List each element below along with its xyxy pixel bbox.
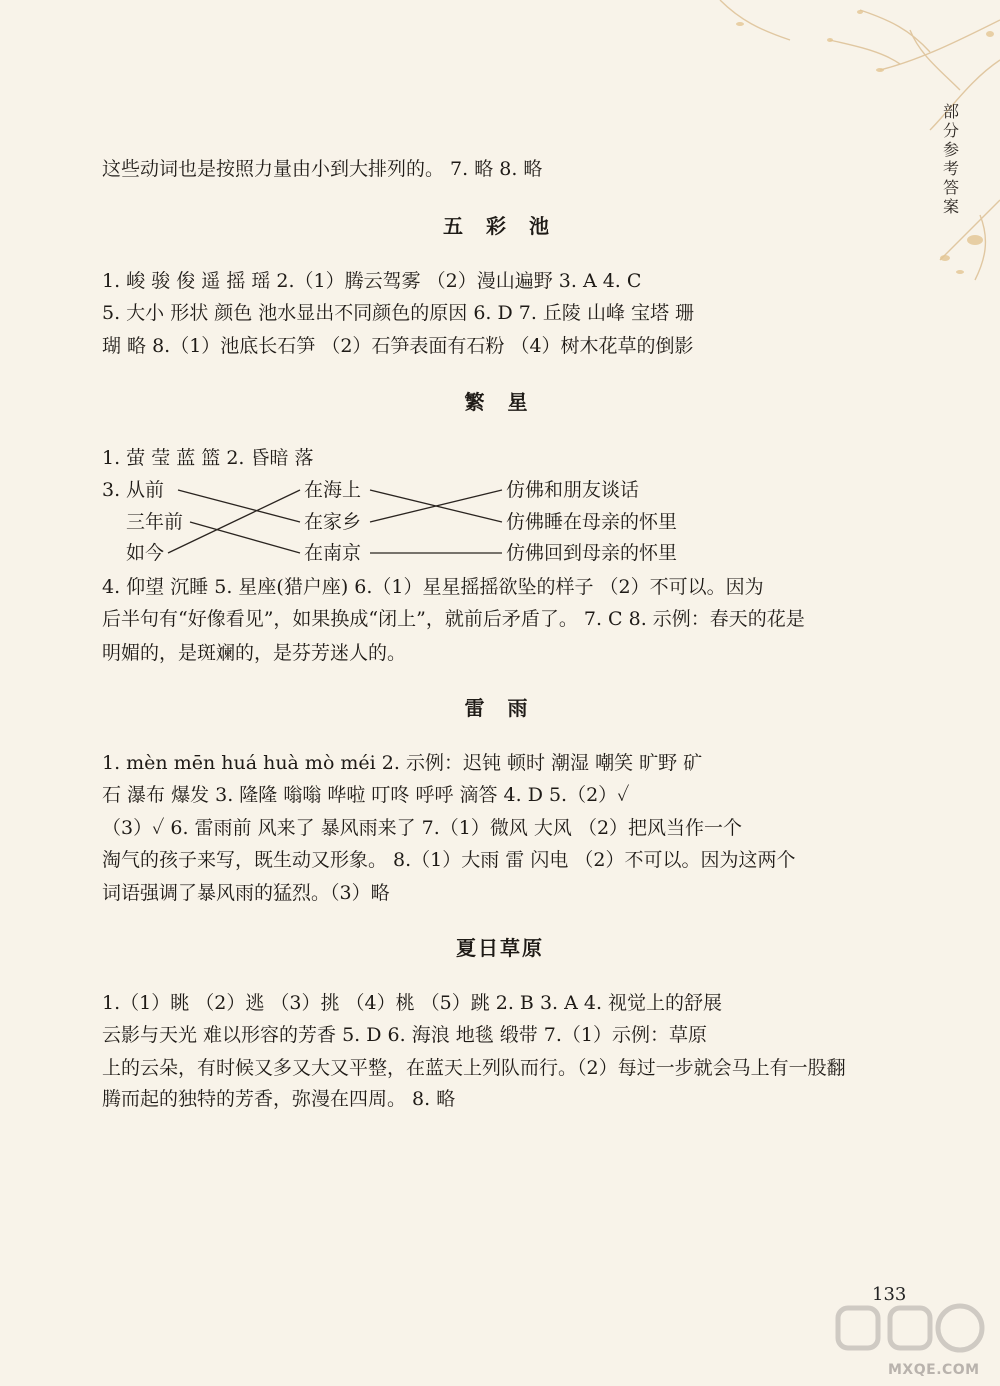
side-tab-char: 案 [942, 197, 959, 216]
match-line [190, 522, 300, 553]
page-number: 133 [872, 1284, 907, 1305]
match-left-item: 三年前 [126, 511, 184, 533]
match-middle-item: 在家乡 [304, 511, 362, 533]
match-line [168, 490, 300, 553]
match-middle-item: 在海上 [304, 479, 362, 501]
answer-line: 1. 峻 骏 俊 遥 摇 瑶 2.（1）腾云驾雾 （2）漫山遍野 3. A 4. C [102, 270, 642, 292]
answer-line: 淘气的孩子来写，既生动又形象。 8.（1）大雨 雷 闪电 （2）不可以。因为这两个 [102, 849, 796, 871]
answer-line: 腾而起的独特的芳香，弥漫在四周。 8. 略 [102, 1088, 456, 1110]
answer-line: 瑚 略 8.（1）池底长石笋 （2）石笋表面有石粉 （4）树木花草的倒影 [102, 335, 694, 357]
answer-line: 1. mèn mēn huá huà mò méi 2. 示例：迟钝 顿时 潮湿 嘲笑 旷野 矿 [102, 752, 703, 774]
answer-line: 上的云朵，有时候又多又大又平整，在蓝天上列队而行。（2）每过一步就会马上有一股翻 [102, 1057, 846, 1079]
match-left-item: 从前 [126, 479, 165, 501]
match-middle-item: 在南京 [304, 542, 362, 564]
answer-line: 明媚的，是斑斓的，是芬芳迷人的。 [102, 642, 407, 664]
side-tab-char: 分 [942, 121, 959, 140]
answer-line: 1.（1）眺 （2）逃 （3）挑 （4）桃 （5）跳 2. B 3. A 4. 视觉上的舒展 [102, 992, 723, 1014]
side-tab-char: 考 [942, 159, 959, 178]
answer-line: 4. 仰望 沉睡 5. 星座(猎户座) 6.（1）星星摇摇欲坠的样子 （2）不可以。因为 [102, 576, 764, 598]
section-title: 雷 雨 [464, 696, 536, 720]
match-line [178, 490, 300, 522]
side-tab-char: 答 [942, 178, 959, 197]
answer-line: 后半句有“好像看见”，如果换成“闭上”，就前后矛盾了。 7. C 8. 示例：春天的花是 [102, 608, 805, 630]
intro-line: 这些动词也是按照力量由小到大排列的。 7. 略 8. 略 [102, 158, 543, 180]
answer-line: 5. 大小 形状 颜色 池水显出不同颜色的原因 6. D 7. 丘陵 山峰 宝塔 珊 [102, 302, 695, 324]
answer-line: 云影与天光 难以形容的芳香 5. D 6. 海浪 地毯 缎带 7.（1）示例：草原 [102, 1024, 708, 1046]
answer-line: 1. 萤 莹 蓝 篮 2. 昏暗 落 [102, 447, 314, 469]
answer-line: 石 瀑布 爆发 3. 隆隆 嗡嗡 哗啦 叮咚 呼呼 滴答 4. D 5.（2）✓ [102, 784, 630, 806]
answer-line: 词语强调了暴风雨的猛烈。（3）略 [102, 882, 390, 904]
match-right-item: 仿佛回到母亲的怀里 [506, 542, 678, 564]
section-title: 繁 星 [464, 390, 536, 414]
watermark-text: MXQE.COM [888, 1362, 980, 1378]
side-tab-char: 参 [942, 140, 959, 159]
section-title: 五 彩 池 [443, 214, 557, 238]
section-title: 夏日草原 [456, 936, 544, 960]
match-right-item: 仿佛和朋友谈话 [506, 479, 640, 501]
match-left-item: 如今 [126, 542, 165, 564]
question-number: 3. [102, 479, 121, 501]
match-right-item: 仿佛睡在母亲的怀里 [506, 511, 678, 533]
side-tab-char: 部 [942, 102, 959, 121]
answer-line: （3）✓ 6. 雷雨前 风来了 暴风雨来了 7.（1）微风 大风 （2）把风当作一个 [102, 817, 743, 839]
